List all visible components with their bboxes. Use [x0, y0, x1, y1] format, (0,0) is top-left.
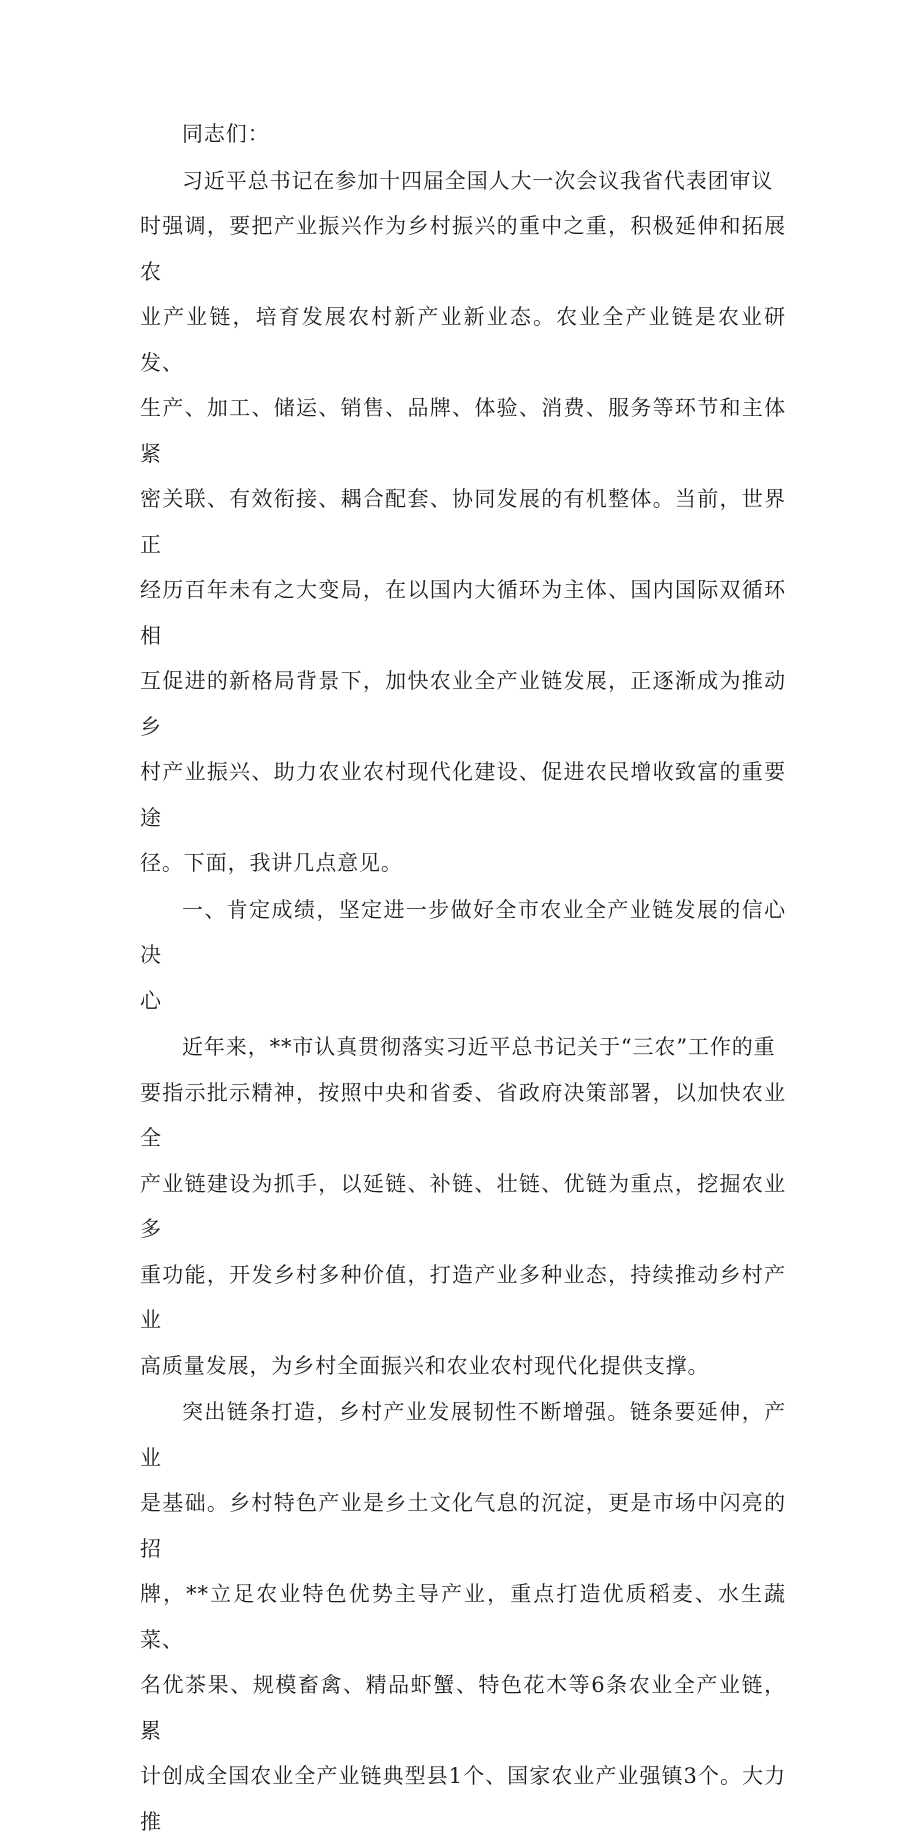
body-paragraph-achievements: 近年来，**市认真贯彻落实习近平总书记关于“三农”工作的重 要指示批示精神，按照中央和省委、省政府决策部署，以加快农业全 产业链建设为抓手，以延链、补链、壮链、优链为重点，挖掘农业多 重功能，开发乡村多种价值，打造产业多种业态，持续推动乡村产业 高质量发展，为乡村全面振兴和农业农村现代化提供支撑。	[140, 1035, 786, 1378]
body-paragraph-chain: 突出链条打造，乡村产业发展韧性不断增强。链条要延伸，产业 是基础。乡村特色产业是乡土文化气息的沉淀，更是市场中闪亮的招 牌，**立足农业特色优势主导产业，重点打造优质稻麦、水生蔬菜、 名优茶果、规模畜禽、精品虾蟹、特色花木等6条农业全产业链，累 计创成全国农业全产业链典型县1个、国家农业产业强镇3个。大力推	[140, 1400, 786, 1834]
section-heading: 一、肯定成绩，坚定进一步做好全市农业全产业链发展的信心决 心	[140, 897, 786, 1013]
document-page	[140, 112, 786, 1845]
salutation: 同志们：	[182, 122, 270, 146]
intro-paragraph: 习近平总书记在参加十四届全国人大一次会议我省代表团审议 时强调，要把产业振兴作为乡村振兴的重中之重，积极延伸和拓展农 业产业链，培育发展农村新产业新业态。农业全产业链是农业研发、 生产、加工、储运、销售、品牌、体验、消费、服务等环节和主体紧 密关联、有效衔接、耦合配套、协同发展的有机整体。当前，世界正 经历百年未有之大变局，在以国内大循环为主体、国内国际双循环相 互促进的新格局背景下，加快农业全产业链发展，正逐渐成为推动乡 村产业振兴、助力农业农村现代化建设、促进农民增收致富的重要途 径。下面，我讲几点意见。	[140, 168, 786, 875]
